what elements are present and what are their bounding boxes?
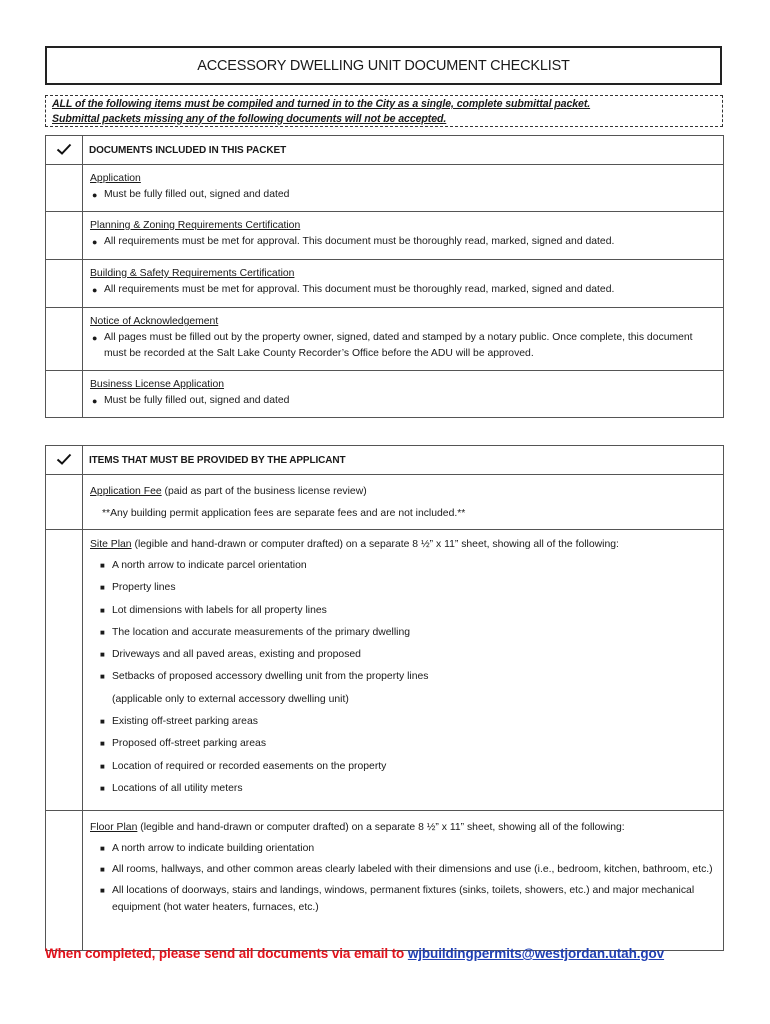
fee-note: **Any building permit application fees are separate fees and are not included.** [102,508,466,519]
list-item: ■ A north arrow to indicate parcel orientation [90,555,714,577]
list-item: ■ The location and accurate measurements of the primary dwelling [90,622,714,644]
checkbox-cell[interactable] [46,308,83,371]
footer-text: When completed, please send all documents via email to [45,946,408,961]
document-name: Business License Application [90,379,225,390]
square-bullet-icon: ■ [100,583,105,593]
bullet-icon: ● [92,396,98,406]
table-row [46,212,724,260]
item-description: (legible and hand-drawn or computer drafted) on a separate 8 ½” x 11” sheet, showing all of the following: [131,539,619,550]
checkbox-header-cell [46,446,83,475]
table-row [46,530,724,811]
table-row [46,475,724,530]
table-row [46,308,724,371]
item-description: (legible and hand-drawn or computer drafted) on a separate 8 ½” x 11” sheet, showing all of the following: [137,822,625,833]
list-item: ■ Location of required or recorded easements on the property [90,756,714,778]
checkbox-cell[interactable] [46,811,83,951]
list-item: ■ Property lines [90,577,714,599]
checkbox-cell[interactable] [46,260,83,308]
table-row [46,811,724,951]
table-header-row [46,446,724,475]
square-bullet-icon: ■ [100,844,105,853]
checkbox-cell[interactable] [46,530,83,811]
document-name: Building & Safety Requirements Certification [90,268,295,279]
list-item: ■ All rooms, hallways, and other common areas clearly labeled with their dimensions and use (i.e., bedroom, kitchen, bathroom, etc.) [90,861,714,878]
square-bullet-icon: ■ [100,761,105,771]
document-requirement: All requirements must be met for approval. This document must be thoroughly read, marked, signed and dated. [104,284,615,295]
section-header: ITEMS THAT MUST BE PROVIDED BY THE APPLICANT [83,446,724,475]
list-item: ■ Locations of all utility meters [90,778,714,800]
list-item-continuation: (applicable only to external accessory dwelling unit) [112,693,349,705]
document-requirement: Must be fully filled out, signed and dated [104,189,290,200]
square-bullet-icon: ■ [100,561,105,570]
checkbox-cell[interactable] [46,475,83,530]
table-header-row [46,136,724,165]
bullet-icon: ● [92,333,98,343]
document-name: Application [90,173,141,184]
item-name: Floor Plan [90,822,138,833]
submission-instructions [45,946,664,961]
square-bullet-icon: ■ [100,783,105,793]
notice-line-2: Submittal packets missing any of the following documents will not be accepted. [52,112,447,125]
bullet-icon: ● [92,285,98,295]
bullet-icon: ● [92,237,98,247]
item-name: Application Fee [90,486,162,497]
document-requirement: All pages must be filled out by the property owner, signed, dated and stamped by a notary public. Once complete, this document must be recorded at the Salt Lake County Recorder’s Office before the ADU will be approved. [104,332,693,359]
section-header: DOCUMENTS INCLUDED IN THIS PACKET [83,136,724,165]
item-description: (paid as part of the business license review) [161,486,367,497]
checkmark-icon [56,453,72,465]
square-bullet-icon: ■ [100,865,105,874]
square-bullet-icon: ■ [100,627,105,637]
square-bullet-icon: ■ [100,739,105,749]
checkbox-cell[interactable] [46,371,83,418]
checkbox-cell[interactable] [46,165,83,212]
bullet-icon: ● [92,190,98,200]
list-item: ■ Lot dimensions with labels for all property lines [90,600,714,622]
checkbox-header-cell [46,136,83,165]
square-bullet-icon: ■ [100,650,105,660]
applicant-items-table [45,445,724,951]
submittal-notice [45,95,723,127]
checkmark-icon [56,143,72,155]
email-link[interactable]: wjbuildingpermits@westjordan.utah.gov [407,946,665,961]
table-row [46,165,724,212]
list-item: ■ Existing off-street parking areas [90,711,714,733]
table-row [46,260,724,308]
list-item: ■ Setbacks of proposed accessory dwelling unit from the property lines [90,666,714,688]
document-requirement: All requirements must be met for approval. This document must be thoroughly read, marked, signed and dated. [104,236,615,247]
list-item: ■ Proposed off-street parking areas [90,733,714,755]
square-bullet-icon: ■ [100,717,105,727]
item-name: Site Plan [90,539,132,550]
notice-line-1: ALL of the following items must be compiled and turned in to the City as a single, complete submittal packet. [52,98,591,110]
square-bullet-icon: ■ [100,672,105,682]
square-bullet-icon: ■ [100,886,105,895]
checkbox-cell[interactable] [46,212,83,260]
square-bullet-icon: ■ [100,605,105,615]
list-item: ■ All locations of doorways, stairs and landings, windows, permanent fixtures (sinks, toilets, showers, etc.) and major mechanical equipment (hot water heaters, furnaces, etc.) [90,882,714,916]
documents-included-table [45,135,724,418]
list-item: ■ Driveways and all paved areas, existing and proposed [90,644,714,666]
document-name: Notice of Acknowledgement [90,316,219,327]
document-requirement: Must be fully filled out, signed and dated [104,395,290,406]
document-name: Planning & Zoning Requirements Certification [90,220,301,231]
list-item: ■ A north arrow to indicate building orientation [90,840,714,857]
table-row [46,371,724,418]
document-title: ACCESSORY DWELLING UNIT DOCUMENT CHECKLIST [45,46,722,85]
